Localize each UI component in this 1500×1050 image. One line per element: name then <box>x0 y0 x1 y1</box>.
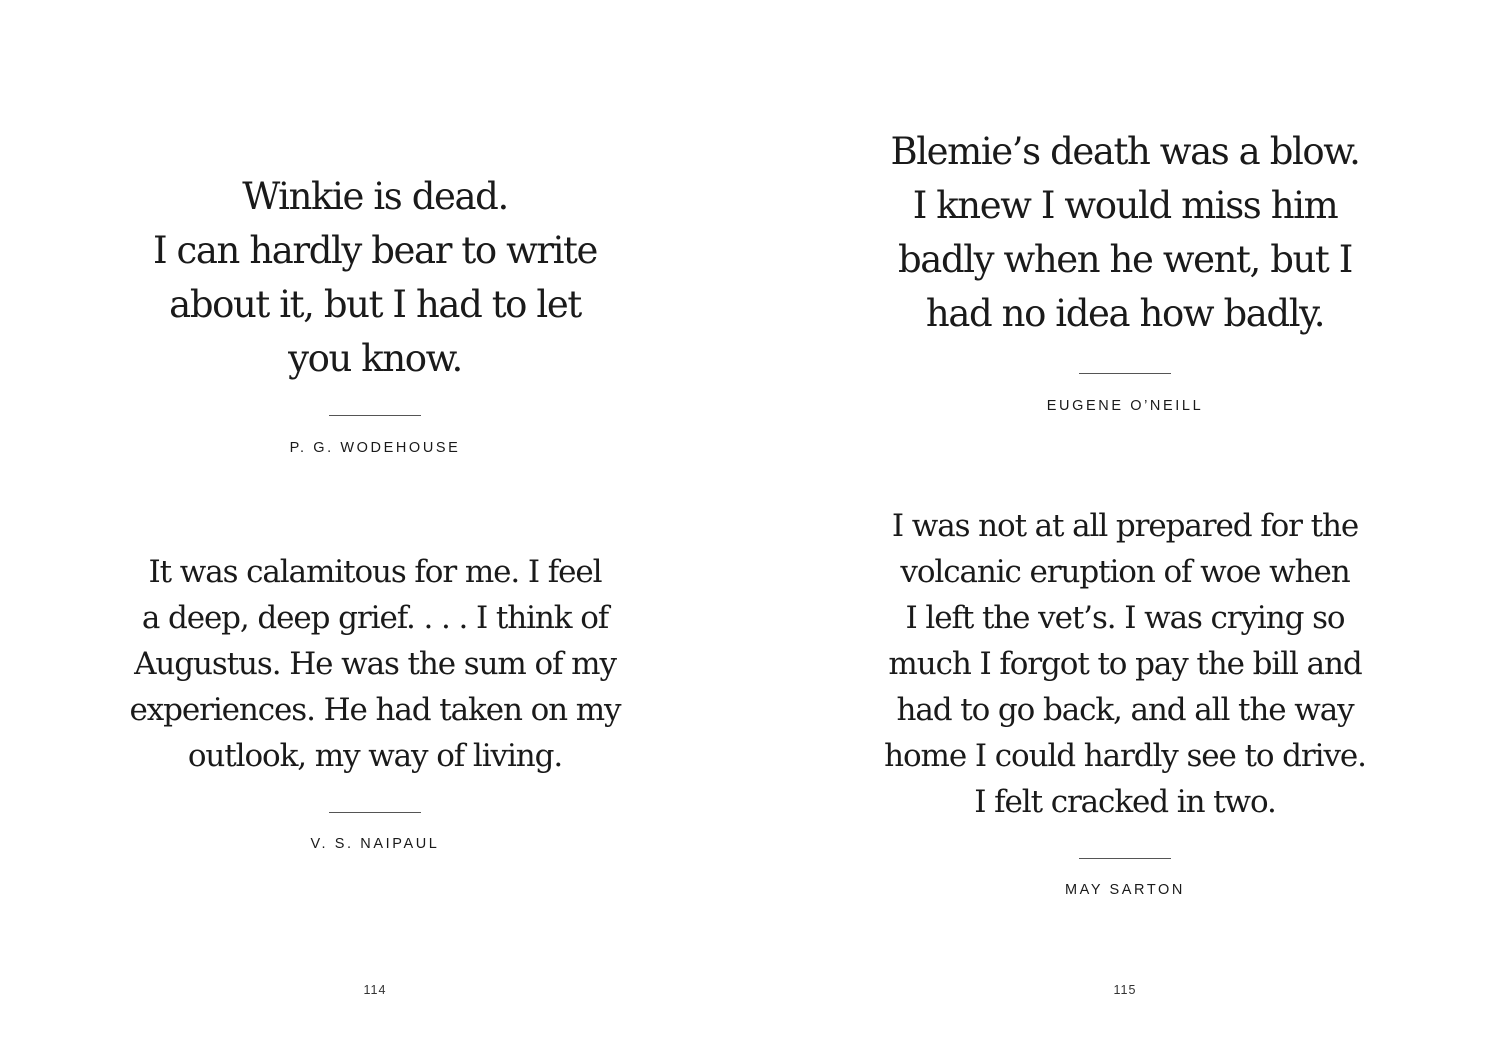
quote-line: outlook, my way of living. <box>187 738 563 774</box>
quote-line: had to go back, and all the way <box>896 692 1354 728</box>
quote-line: I left the vet’s. I was crying so <box>905 600 1345 636</box>
divider-rule <box>329 415 421 416</box>
divider-rule <box>1079 373 1171 374</box>
quote-text <box>750 125 1500 341</box>
quote-line: volcanic eruption of woe when <box>900 554 1350 590</box>
quote-line: you know. <box>288 337 462 380</box>
quote-naipaul <box>0 549 750 852</box>
quote-line: I felt cracked in two. <box>974 784 1276 820</box>
quote-line: Winkie is dead. <box>242 175 508 218</box>
quote-line: much I forgot to pay the bill and <box>888 646 1362 682</box>
quote-line: a deep, deep grief. . . . I think of <box>141 600 609 636</box>
quote-author: EUGENE O’NEILL <box>1046 398 1204 414</box>
quote-line: experiences. He had taken on my <box>129 692 621 728</box>
quote-line: I was not at all prepared for the <box>891 508 1359 544</box>
quote-line: had no idea how badly. <box>925 292 1325 335</box>
divider-rule <box>329 812 421 813</box>
quote-text <box>0 549 750 779</box>
quote-author: V. S. NAIPAUL <box>310 836 440 852</box>
right-page <box>750 0 1500 1050</box>
quote-text <box>750 503 1500 825</box>
quote-oneill <box>750 125 1500 414</box>
quote-wodehouse <box>0 170 750 456</box>
quote-author: MAY SARTON <box>1064 882 1185 898</box>
quote-line: badly when he went, but I <box>898 238 1352 281</box>
page-number: 114 <box>363 983 387 997</box>
quote-line: home I could hardly see to drive. <box>884 738 1366 774</box>
divider-rule <box>1079 858 1171 859</box>
quote-line: Augustus. He was the sum of my <box>134 646 616 682</box>
quote-line: It was calamitous for me. I feel <box>148 554 602 590</box>
quote-sarton <box>750 503 1500 898</box>
quote-line: I knew I would miss him <box>912 184 1338 227</box>
quote-author: P. G. WODEHOUSE <box>289 440 461 456</box>
quote-line: about it, but I had to let <box>169 283 581 326</box>
quote-line: Blemie’s death was a blow. <box>890 130 1360 173</box>
quote-text <box>0 170 750 386</box>
page-number: 115 <box>1113 983 1137 997</box>
quote-line: I can hardly bear to write <box>152 229 598 272</box>
